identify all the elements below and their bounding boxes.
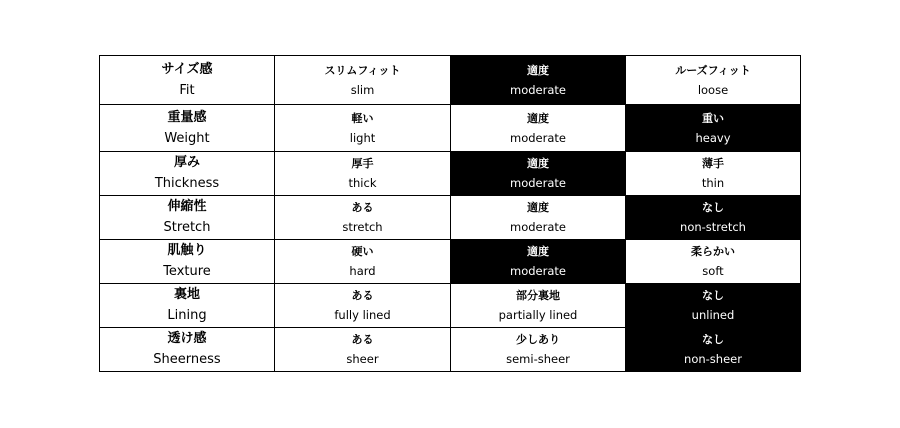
option-cell	[275, 196, 451, 240]
option-cell	[451, 328, 626, 372]
option-label-en: partially lined	[498, 308, 578, 322]
attribute-label-en: Stretch	[163, 220, 211, 235]
attribute-cell	[100, 328, 275, 372]
attribute-label-jp: 伸縮性	[167, 199, 207, 214]
attribute-label-en: Texture	[163, 264, 211, 279]
attribute-label-jp: サイズ感	[161, 61, 213, 77]
attribute-cell	[100, 284, 275, 328]
option-label-en: slim	[350, 82, 375, 97]
option-label-jp: 厚手	[351, 157, 374, 170]
option-label-en: soft	[702, 264, 724, 278]
option-cell	[275, 105, 451, 152]
attribute-cell	[100, 240, 275, 284]
attribute-cell	[100, 196, 275, 240]
attribute-label-en: Fit	[179, 82, 195, 98]
option-cell	[626, 105, 801, 152]
option-label-en: loose	[697, 82, 729, 97]
spec-row-thickness	[100, 152, 801, 196]
option-cell	[626, 240, 801, 284]
option-label-jp: 適度	[527, 63, 549, 77]
spec-row-fit	[100, 56, 801, 105]
attribute-label-jp: 肌触り	[167, 243, 207, 258]
option-cell	[451, 240, 626, 284]
option-label-en: hard	[349, 264, 376, 278]
option-label-jp: 重い	[702, 111, 724, 125]
option-cell	[626, 56, 801, 105]
option-label-en: non-sheer	[684, 352, 742, 366]
option-cell	[626, 328, 801, 372]
option-label-en: moderate	[510, 176, 566, 190]
option-label-en: light	[349, 130, 376, 145]
option-label-jp: ある	[351, 333, 374, 346]
option-cell	[275, 240, 451, 284]
option-label-jp: 適度	[527, 245, 549, 258]
option-cell	[275, 328, 451, 372]
spec-row-weight	[100, 105, 801, 152]
option-label-en: thick	[348, 176, 377, 190]
option-label-en: moderate	[510, 130, 566, 145]
option-label-en: sheer	[346, 352, 379, 366]
option-label-jp: ある	[351, 289, 374, 302]
attribute-label-jp: 厚み	[173, 155, 200, 170]
attribute-label-en: Lining	[167, 308, 207, 323]
option-label-jp: 適度	[527, 201, 549, 214]
attribute-cell	[100, 105, 275, 152]
option-label-jp: 柔らかい	[691, 245, 735, 258]
option-label-jp: 部分裏地	[516, 289, 560, 302]
spec-row-stretch	[100, 196, 801, 240]
attribute-label-jp: 裏地	[173, 287, 200, 302]
option-label-en: stretch	[342, 220, 383, 234]
product-spec-table	[99, 55, 801, 372]
option-label-en: semi-sheer	[506, 352, 570, 366]
option-cell	[451, 284, 626, 328]
option-label-en: unlined	[691, 308, 735, 322]
option-label-en: heavy	[695, 130, 731, 145]
option-label-jp: スリムフィット	[324, 63, 401, 77]
option-label-jp: 少しあり	[516, 333, 560, 346]
option-label-jp: 適度	[527, 157, 549, 170]
option-cell	[626, 196, 801, 240]
spec-row-texture	[100, 240, 801, 284]
spec-row-sheerness	[100, 328, 801, 372]
option-label-jp: 硬い	[351, 245, 374, 258]
option-label-en: fully lined	[334, 308, 391, 322]
attribute-cell	[100, 56, 275, 105]
option-label-en: moderate	[510, 264, 566, 278]
option-cell	[451, 105, 626, 152]
option-cell	[275, 56, 451, 105]
option-cell	[275, 284, 451, 328]
option-label-jp: 適度	[527, 111, 549, 125]
option-label-jp: ルーズフィット	[675, 63, 751, 77]
option-label-jp: 薄手	[702, 157, 724, 170]
option-cell	[626, 152, 801, 196]
spec-row-lining	[100, 284, 801, 328]
option-label-en: thin	[701, 176, 725, 190]
option-cell	[275, 152, 451, 196]
option-label-jp: なし	[702, 201, 724, 214]
option-cell	[451, 196, 626, 240]
attribute-label-en: Weight	[164, 130, 210, 146]
attribute-label-en: Thickness	[154, 176, 220, 191]
option-label-jp: なし	[702, 289, 724, 302]
option-cell	[626, 284, 801, 328]
attribute-label-jp: 透け感	[167, 331, 207, 346]
attribute-cell	[100, 152, 275, 196]
option-label-jp: ある	[351, 201, 374, 214]
option-label-jp: なし	[702, 333, 724, 346]
attribute-label-jp: 重量感	[167, 109, 207, 125]
attribute-label-en: Sheerness	[153, 352, 221, 367]
option-label-jp: 軽い	[351, 111, 374, 125]
option-cell	[451, 56, 626, 105]
option-label-en: non-stretch	[680, 220, 746, 234]
option-label-en: moderate	[510, 220, 566, 234]
option-label-en: moderate	[510, 82, 566, 97]
option-cell	[451, 152, 626, 196]
